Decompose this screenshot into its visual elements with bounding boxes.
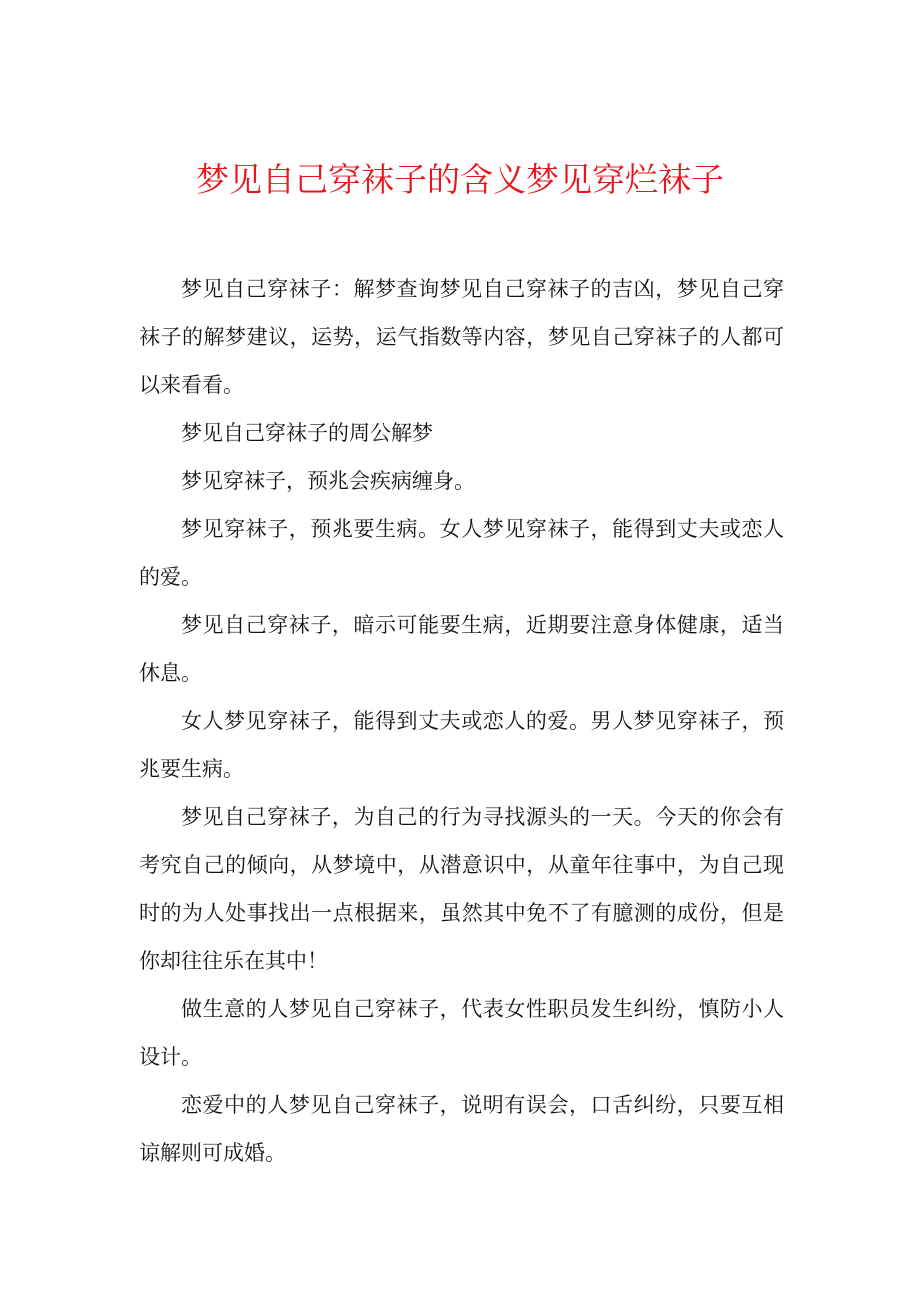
paragraph: 做生意的人梦见自己穿袜子，代表女性职员发生纠纷，慎防小人设计。 <box>139 997 784 1069</box>
document-title: 梦见自己穿袜子的含义梦见穿烂袜子 <box>196 160 724 199</box>
paragraph-heading: 梦见自己穿袜子的周公解梦 <box>181 421 433 445</box>
paragraph: 梦见自己穿袜子，为自己的行为寻找源头的一天。今天的你会有考究自己的倾向，从梦境中，从潜意识中，从童年往事中，为自己现时的为人处事找出一点根据来，虽然其中免不了有臆测的成份，但是你却往往乐在其中！ <box>139 805 784 973</box>
paragraph-intro: 梦见自己穿袜子：解梦查询梦见自己穿袜子的吉凶，梦见自己穿袜子的解梦建议，运势，运气指数等内容，梦见自己穿袜子的人都可以来看看。 <box>139 277 784 397</box>
paragraph: 梦见穿袜子，预兆会疾病缠身。 <box>181 469 475 493</box>
document-body <box>139 265 784 1177</box>
paragraph: 女人梦见穿袜子，能得到丈夫或恋人的爱。男人梦见穿袜子，预兆要生病。 <box>139 709 784 781</box>
paragraph: 恋爱中的人梦见自己穿袜子，说明有误会，口舌纠纷，只要互相谅解则可成婚。 <box>139 1093 784 1165</box>
paragraph: 梦见自己穿袜子，暗示可能要生病，近期要注意身体健康，适当休息。 <box>139 613 784 685</box>
paragraph: 梦见穿袜子，预兆要生病。女人梦见穿袜子，能得到丈夫或恋人的爱。 <box>139 517 784 589</box>
